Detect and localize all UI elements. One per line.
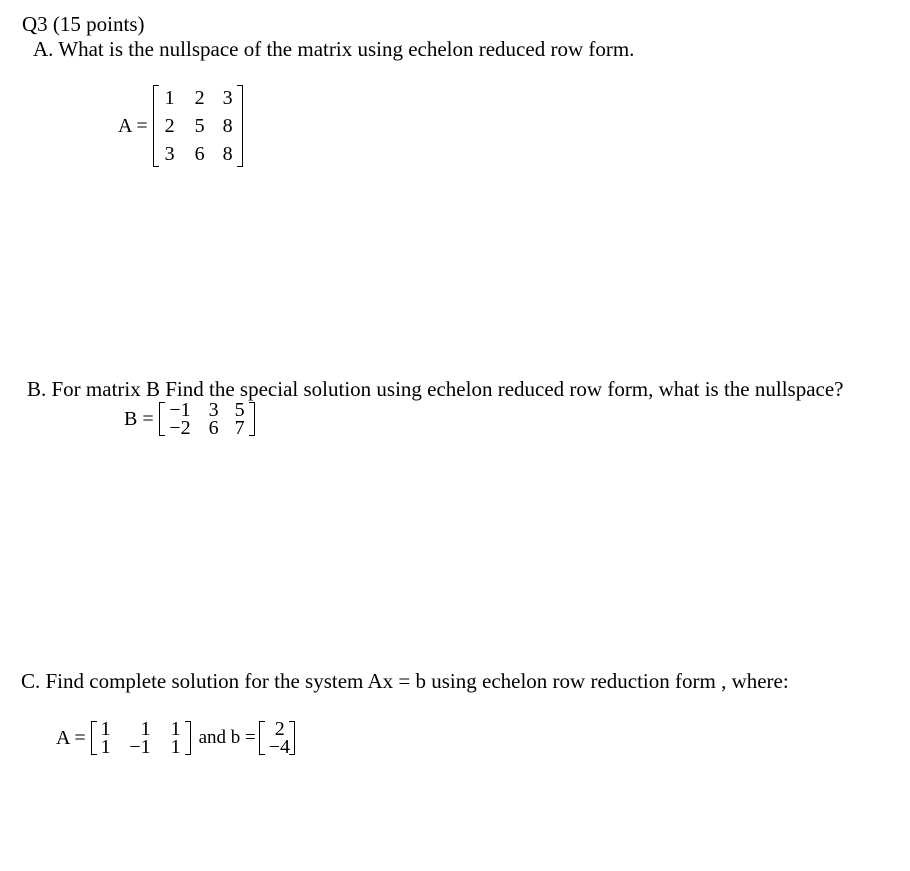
matrix-cell: 1: [140, 718, 151, 740]
part-b-equation: [124, 401, 255, 437]
matrix-cell: 5: [234, 399, 245, 421]
matrix-cell: 1: [100, 736, 111, 758]
matrix-cell: 2: [194, 87, 205, 109]
vector-b: [259, 720, 295, 756]
matrix-cell: 8: [222, 143, 233, 165]
vector-cell: 2: [274, 718, 285, 740]
part-c-equation: [56, 720, 295, 756]
matrix-a-system: [91, 720, 191, 756]
matrix-cell: 3: [164, 143, 175, 165]
matrix-cell: 1: [164, 87, 175, 109]
part-c-prompt: C. Find complete solution for the system Ax = b using echelon row reduction form , where:: [21, 669, 789, 693]
matrix-cell: −1: [129, 736, 151, 758]
matrix-cell: 1: [170, 736, 181, 758]
matrix-a-label: A =: [56, 726, 86, 749]
matrix-cell: −2: [169, 417, 191, 439]
matrix-cell: 1: [100, 718, 111, 740]
matrix-b: [159, 401, 255, 437]
matrix-a: [153, 84, 243, 168]
matrix-cell: 6: [194, 143, 205, 165]
vector-cell: −4: [268, 736, 291, 758]
connector-text: and b =: [198, 727, 256, 748]
matrix-cell: 5: [194, 115, 205, 137]
matrix-a-label: A =: [118, 114, 148, 137]
part-b-prompt: B. For matrix B Find the special solution using echelon reduced row form, what is the nullspace?: [27, 377, 844, 401]
part-a-prompt: A. What is the nullspace of the matrix using echelon reduced row form.: [33, 37, 635, 61]
matrix-b-label: B =: [124, 407, 154, 430]
matrix-cell: 3: [208, 399, 219, 421]
matrix-cell: 7: [234, 417, 245, 439]
matrix-cell: −1: [169, 399, 191, 421]
part-a-equation: [118, 84, 243, 168]
matrix-cell: 1: [170, 718, 181, 740]
matrix-cell: 6: [208, 417, 219, 439]
matrix-cell: 2: [164, 115, 175, 137]
matrix-cell: 8: [222, 115, 233, 137]
question-title: Q3 (15 points): [22, 12, 145, 36]
matrix-cell: 3: [222, 87, 233, 109]
